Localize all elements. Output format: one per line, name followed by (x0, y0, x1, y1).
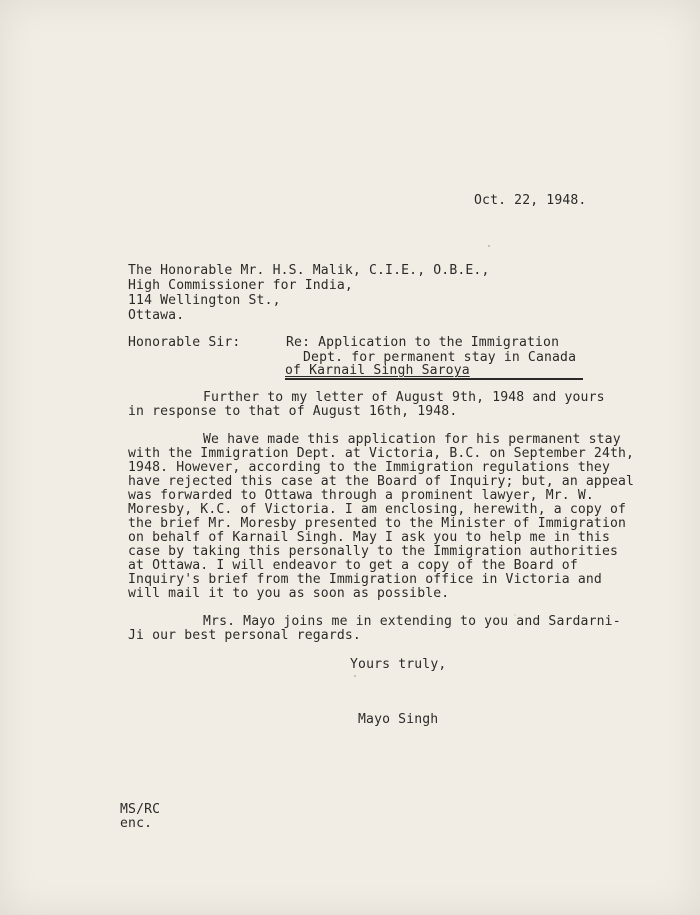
subject-line-underlined: of Karnail Singh Saroya (285, 363, 470, 378)
paragraph-line: case by taking this personally to the Immigration authorities (128, 544, 619, 559)
paragraph-line: Mrs. Mayo joins me in extending to you and Sardarni- (203, 614, 621, 629)
recipient-line: The Honorable Mr. H.S. Malik, C.I.E., O.B.E., (128, 263, 490, 278)
paragraph-line: 1948. However, according to the Immigration regulations they (128, 460, 610, 475)
paragraph-line: in response to that of August 16th, 1948. (128, 404, 458, 419)
paper-speck (488, 245, 490, 247)
typist-initials: MS/RC (120, 802, 161, 817)
paragraph-line: Ji our best personal regards. (128, 628, 361, 643)
subject-underline-rule (285, 378, 583, 380)
paragraph-line: Moresby, K.C. of Victoria. I am enclosing, herewith, a copy of (128, 502, 627, 517)
paragraph-line: was forwarded to Ottawa through a prominent lawyer, Mr. W. (128, 488, 594, 503)
salutation: Honorable Sir: (128, 335, 241, 350)
paragraph-line: will mail it to you as soon as possible. (128, 586, 450, 601)
signature-name: Mayo Singh (358, 712, 439, 727)
paper-speck (354, 675, 356, 677)
paragraph-line: We have made this application for his permanent stay (203, 432, 621, 447)
closing: Yours truly, (350, 657, 447, 672)
paragraph-line: Further to my letter of August 9th, 1948 and yours (203, 390, 605, 405)
letter-date: Oct. 22, 1948. (474, 193, 587, 208)
recipient-line: High Commissioner for India, (128, 278, 353, 293)
paragraph-line: Inquiry's brief from the Immigration office in Victoria and (128, 572, 602, 587)
paragraph-line: at Ottawa. I will endeavor to get a copy of the Board of (128, 558, 578, 573)
recipient-line: 114 Wellington St., (128, 293, 281, 308)
recipient-line: Ottawa. (128, 308, 185, 323)
paragraph-line: the brief Mr. Moresby presented to the Minister of Immigration (128, 516, 627, 531)
subject-line: Re: Application to the Immigration (286, 335, 560, 350)
paragraph-line: on behalf of Karnail Singh. May I ask you to help me in this (128, 530, 610, 545)
enclosure-note: enc. (120, 816, 153, 831)
subject-line: Dept. for permanent stay in Canada (303, 350, 577, 365)
paragraph-line: with the Immigration Dept. at Victoria, B.C. on September 24th, (128, 446, 635, 461)
paragraph-line: have rejected this case at the Board of Inquiry; but, an appeal (128, 474, 635, 489)
